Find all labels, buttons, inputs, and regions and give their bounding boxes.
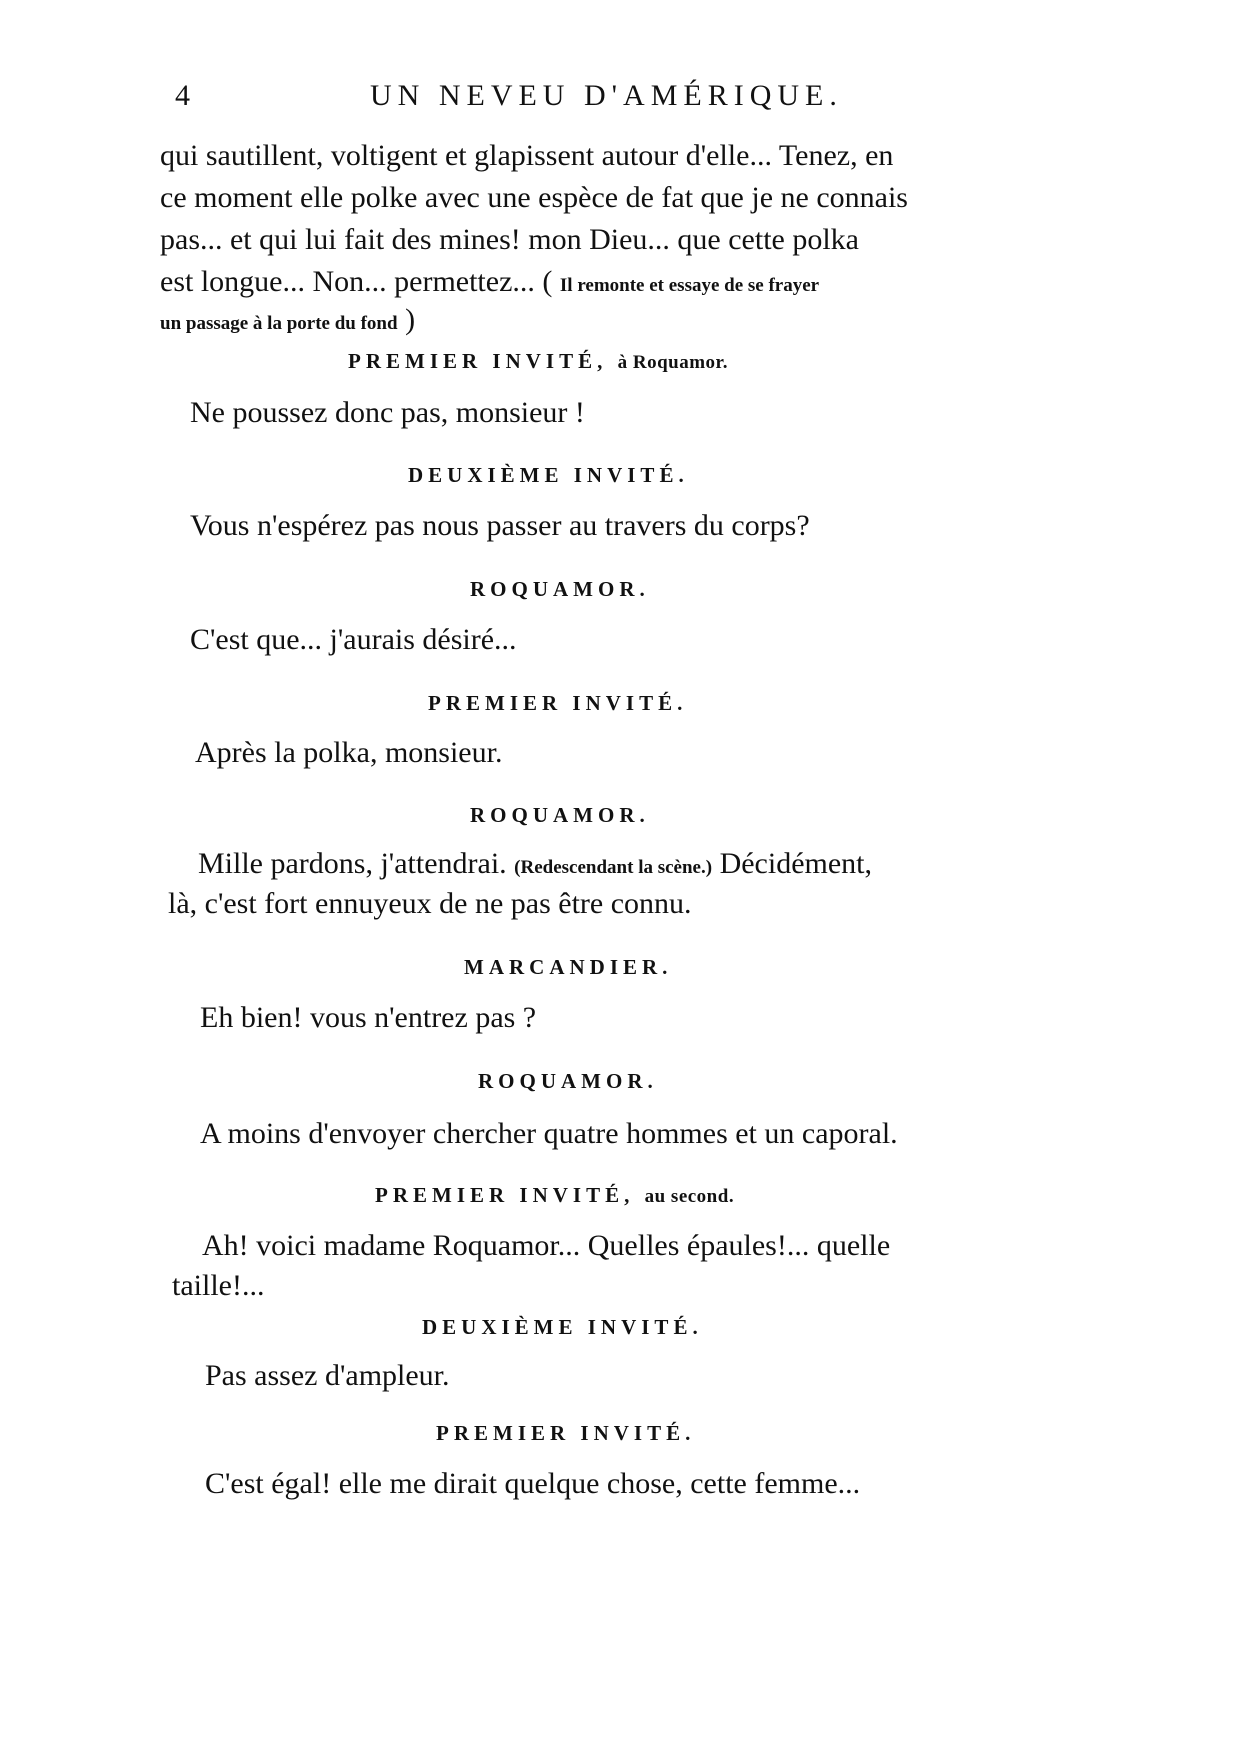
speaker-label: PREMIER INVITÉ,: [375, 1183, 635, 1207]
text-fragment: Mille pardons, j'attendrai.: [198, 847, 507, 880]
stage-direction: Il remonte et essaye de se frayer: [559, 275, 820, 296]
speaker-direction: à Roquamor.: [617, 352, 728, 373]
text-line: qui sautillent, voltigent et glapissent autour d'elle... Tenez, en: [160, 139, 894, 172]
dialogue-line: taille!...: [172, 1269, 265, 1302]
dialogue-line: A moins d'envoyer chercher quatre hommes et un caporal.: [200, 1117, 898, 1150]
text-line: pas... et qui lui fait des mines! mon Dieu... que cette polka: [160, 223, 859, 256]
stage-direction: un passage à la porte du fond: [160, 313, 398, 334]
dialogue-line: Après la polka, monsieur.: [195, 736, 503, 769]
speaker-direction: au second.: [644, 1186, 735, 1207]
text-fragment: Décidément,: [719, 847, 872, 880]
speaker-name: PREMIER INVITÉ.: [436, 1421, 696, 1445]
text-line: ce moment elle polke avec une espèce de fat que je ne connais: [160, 181, 908, 214]
dialogue-line: là, c'est fort ennuyeux de ne pas être connu.: [168, 887, 692, 920]
page-number: 4: [175, 79, 190, 112]
stage-direction: (Redescendant la scène.): [514, 857, 713, 878]
speaker-name: [375, 1180, 734, 1212]
text-line: [160, 300, 415, 344]
dialogue-line: Pas assez d'ampleur.: [205, 1359, 450, 1392]
speaker-name: ROQUAMOR.: [478, 1069, 658, 1093]
page-header: [170, 76, 1070, 116]
dialogue-line: Vous n'espérez pas nous passer au travers du corps?: [190, 509, 810, 542]
dialogue-line: C'est égal! elle me dirait quelque chose, cette femme...: [205, 1467, 861, 1500]
speaker-name: ROQUAMOR.: [470, 577, 650, 601]
dialogue-line: Ne poussez donc pas, monsieur !: [190, 396, 585, 429]
running-title: UN NEVEU D'AMÉRIQUE.: [370, 79, 843, 112]
text-fragment: ): [405, 303, 416, 336]
dialogue-line: Eh bien! vous n'entrez pas ?: [200, 1001, 537, 1034]
speaker-name: PREMIER INVITÉ.: [428, 691, 688, 715]
speaker-label: PREMIER INVITÉ,: [348, 349, 608, 373]
text-fragment: est longue... Non... permettez... (: [160, 265, 553, 298]
speaker-name: ROQUAMOR.: [470, 803, 650, 827]
speaker-name: [348, 346, 728, 378]
speaker-name: DEUXIÈME INVITÉ.: [408, 463, 689, 487]
dialogue-line: [198, 844, 872, 888]
dialogue-line: C'est que... j'aurais désiré...: [190, 623, 517, 656]
dialogue-line: Ah! voici madame Roquamor... Quelles épaules!... quelle: [202, 1229, 891, 1262]
speaker-name: MARCANDIER.: [464, 955, 673, 979]
speaker-name: DEUXIÈME INVITÉ.: [422, 1315, 703, 1339]
